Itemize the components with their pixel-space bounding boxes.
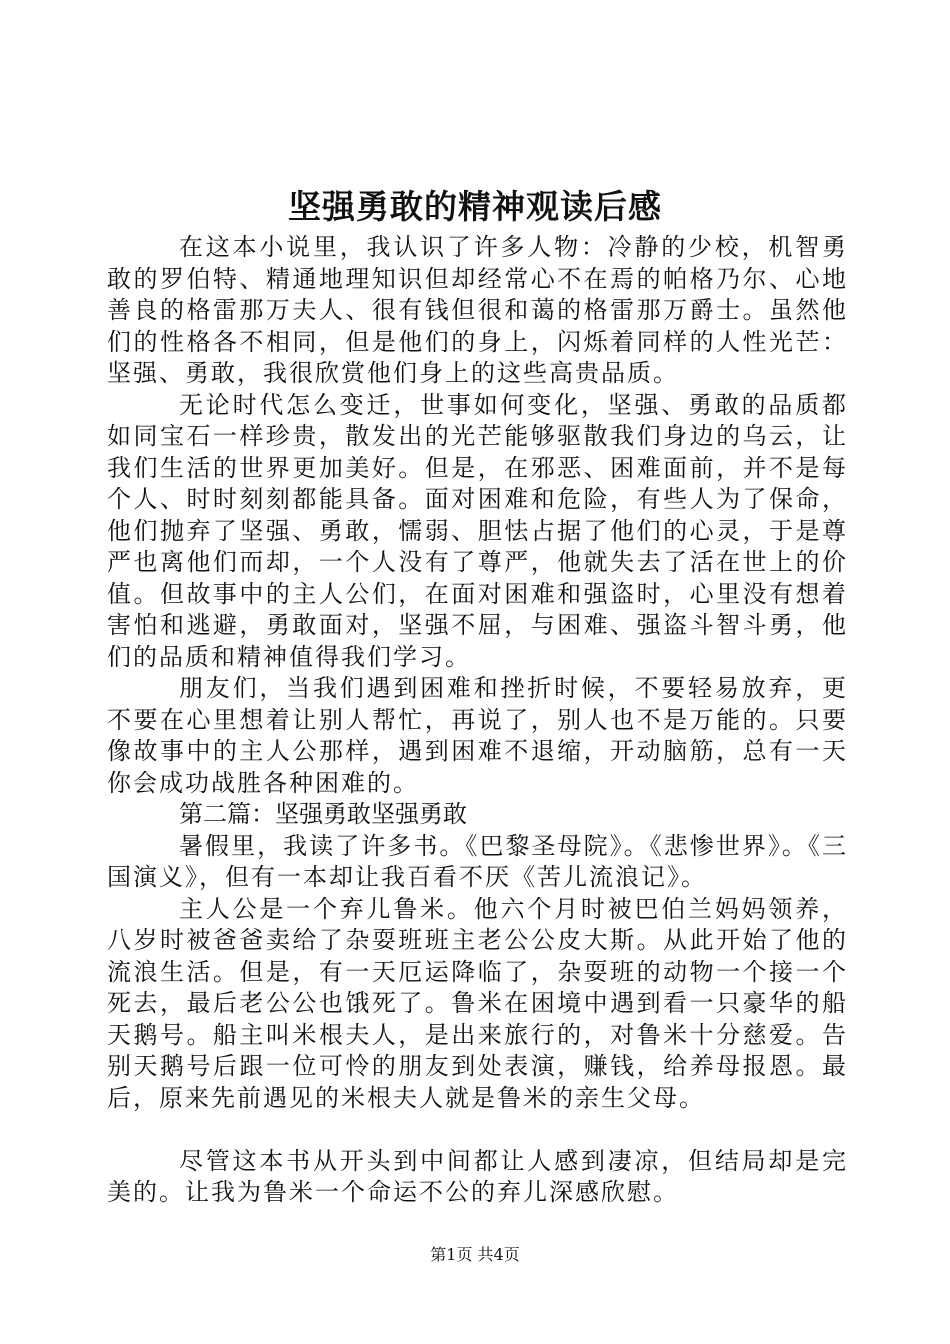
paragraph-5: 主人公是一个弃儿鲁米。他六个月时被巴伯兰妈妈领养，八岁时被爸爸卖给了杂耍班班主老公公皮大斯。从此开始了他的流浪生活。但是，有一天厄运降临了，杂耍班的动物一个接一个死去，最后老公公也饿死了。鲁米在困境中遇到看一只豪华的船天鹅号。船主叫米根夫人，是出来旅行的，对鲁米十分慈爱。告别天鹅号后跟一位可怜的朋友到处表演，赚钱，给养母报恩。最后，原来先前遇见的米根夫人就是鲁米的亲生父母。 <box>107 894 848 1112</box>
section-heading: 第二篇：坚强勇敢坚强勇敢 <box>179 800 467 828</box>
paragraph-1: 在这本小说里，我认识了许多人物：冷静的少校，机智勇敢的罗伯特、精通地理知识但却经常心不在焉的帕格乃尔、心地善良的格雷那万夫人、很有钱但很和蔼的格雷那万爵士。虽然他们的性格各不相同，但是他们的身上，闪烁着同样的人性光芒：坚强、勇敢，我很欣赏他们身上的这些高贵品质。 <box>107 233 848 387</box>
document-title: 坚强勇敢的精神观读后感 <box>288 187 662 226</box>
document-body <box>107 232 848 1209</box>
paragraph-4: 暑假里，我读了许多书。《巴黎圣母院》。《悲惨世界》。《三国演义》，但有一本却让我百看不厌《苦儿流浪记》。 <box>107 831 848 891</box>
paragraph-6: 尽管这本书从开头到中间都让人感到凄凉，但结局却是完美的。让我为鲁米一个命运不公的弃儿深感欣慰。 <box>107 1146 848 1206</box>
page-number: 第1页 共4页 <box>430 1245 520 1264</box>
paragraph-2: 无论时代怎么变迁，世事如何变化，坚强、勇敢的品质都如同宝石一样珍贵，散发出的光芒能够驱散我们身边的乌云，让我们生活的世界更加美好。但是，在邪恶、困难面前，并不是每个人、时时刻刻都能具备。面对困难和危险，有些人为了保命，他们抛弃了坚强、勇敢，懦弱、胆怯占据了他们的心灵，于是尊严也离他们而却，一个人没有了尊严，他就失去了活在世上的价值。但故事中的主人公们，在面对困难和强盗时，心里没有想着害怕和逃避，勇敢面对，坚强不屈，与困难、强盗斗智斗勇，他们的品质和精神值得我们学习。 <box>107 390 848 671</box>
paragraph-3: 朋友们，当我们遇到困难和挫折时候，不要轻易放弃，更不要在心里想着让别人帮忙，再说了，别人也不是万能的。只要像故事中的主人公那样，遇到困难不退缩，开动脑筋，总有一天你会成功战胜各种困难的。 <box>107 674 848 797</box>
